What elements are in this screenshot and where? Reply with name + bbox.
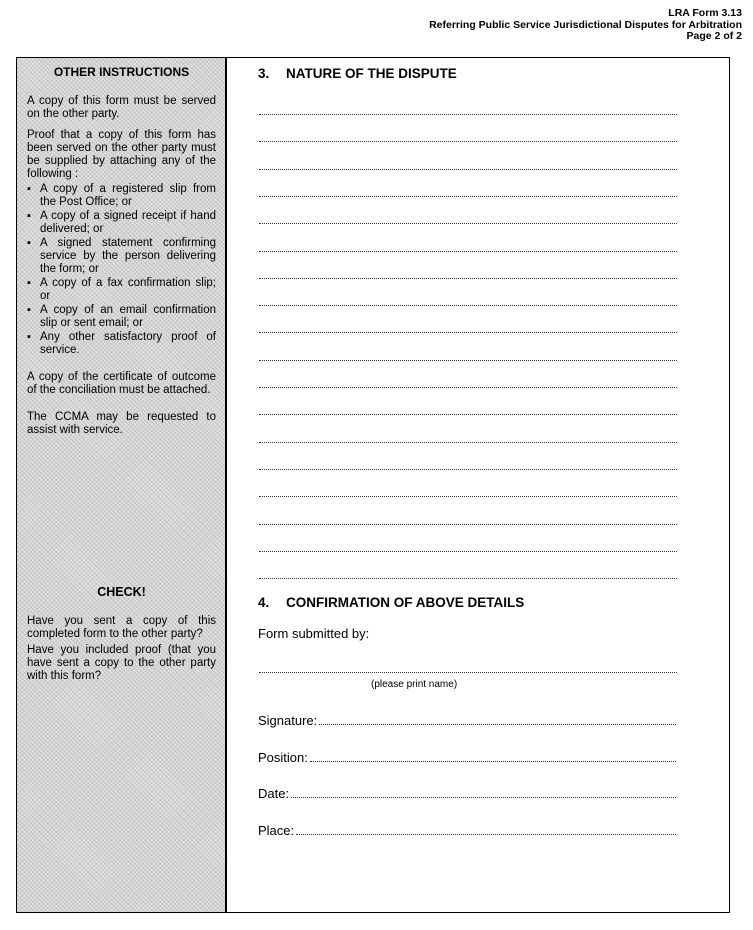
dispute-answer-line[interactable] [259, 387, 677, 388]
proof-option: ▪ A signed statement confirming service by the person delivering the form; or [27, 237, 216, 275]
dispute-answer-line[interactable] [259, 251, 677, 252]
form-header [429, 8, 742, 43]
form-main [243, 58, 729, 912]
proof-option: ▪ A copy of a signed receipt if hand delivered; or [27, 210, 216, 235]
check-question-proof: Have you included proof (that you have sent a copy to the other party with this form? [27, 644, 216, 682]
name-field[interactable] [259, 672, 677, 673]
position-line[interactable] [310, 750, 676, 762]
submitted-by-label: Form submitted by: [258, 626, 370, 641]
proof-option: ▪ A copy of a registered slip from the Post Office; or [27, 183, 216, 208]
position-label: Position: [258, 750, 308, 765]
dispute-answer-line[interactable] [259, 114, 677, 115]
bullet-icon: ▪ [27, 277, 31, 289]
instruction-ccma: The CCMA may be requested to assist with service. [27, 411, 216, 436]
signature-field[interactable] [258, 713, 678, 728]
dispute-answer-line[interactable] [259, 169, 677, 170]
signature-line[interactable] [319, 713, 676, 725]
instructions-title: OTHER INSTRUCTIONS [53, 65, 190, 79]
dispute-answer-line[interactable] [259, 551, 677, 552]
dispute-answer-line[interactable] [259, 414, 677, 415]
dispute-answer-line[interactable] [259, 469, 677, 470]
proof-option: ▪ A copy of a fax confirmation slip; or [27, 277, 216, 302]
date-label: Date: [258, 786, 290, 801]
dispute-answer-line[interactable] [259, 278, 677, 279]
date-line[interactable] [291, 786, 676, 798]
instruction-proof: Proof that a copy of this form has been served on the other party must be supplied by attaching any of the following : [27, 129, 216, 180]
proof-options-list [27, 183, 216, 357]
bullet-icon: ▪ [27, 183, 31, 195]
instruction-certificate: A copy of the certificate of outcome of the conciliation must be attached. [27, 371, 216, 396]
print-name-hint: (please print name) [371, 679, 458, 690]
instruction-serve-copy: A copy of this form must be served on the other party. [27, 95, 216, 120]
place-line[interactable] [296, 823, 676, 835]
bullet-icon: ▪ [27, 304, 31, 316]
dispute-answer-line[interactable] [259, 360, 677, 361]
dispute-answer-line[interactable] [259, 223, 677, 224]
dispute-answer-line[interactable] [259, 524, 677, 525]
dispute-answer-line[interactable] [259, 496, 677, 497]
dispute-answer-line[interactable] [259, 141, 677, 142]
proof-option: ▪ A copy of an email confirmation slip or sent email; or [27, 304, 216, 329]
dispute-answer-line[interactable] [259, 578, 677, 579]
place-field[interactable] [258, 823, 678, 838]
check-title: CHECK! [97, 585, 146, 599]
dispute-answer-line[interactable] [259, 196, 677, 197]
check-question-copy: Have you sent a copy of this completed form to the other party? [27, 615, 216, 640]
dispute-answer-line[interactable] [259, 305, 677, 306]
date-field[interactable] [258, 786, 678, 801]
form-frame [16, 57, 730, 913]
signature-label: Signature: [258, 713, 318, 728]
proof-option: ▪ Any other satisfactory proof of service. [27, 331, 216, 356]
dispute-answer-line[interactable] [259, 442, 677, 443]
bullet-icon: ▪ [27, 237, 31, 249]
form-title: Referring Public Service Jurisdictional Disputes for Arbitration [429, 18, 742, 31]
dispute-answer-line[interactable] [259, 332, 677, 333]
instructions-sidebar [17, 58, 227, 912]
place-label: Place: [258, 823, 295, 838]
bullet-icon: ▪ [27, 210, 31, 222]
section-4-heading: 4. CONFIRMATION OF ABOVE DETAILS [258, 595, 525, 610]
page-number: Page 2 of 2 [686, 30, 742, 42]
form-number: LRA Form 3.13 [668, 7, 742, 19]
section-3-heading: 3. NATURE OF THE DISPUTE [258, 66, 457, 81]
position-field[interactable] [258, 750, 678, 765]
bullet-icon: ▪ [27, 331, 31, 343]
